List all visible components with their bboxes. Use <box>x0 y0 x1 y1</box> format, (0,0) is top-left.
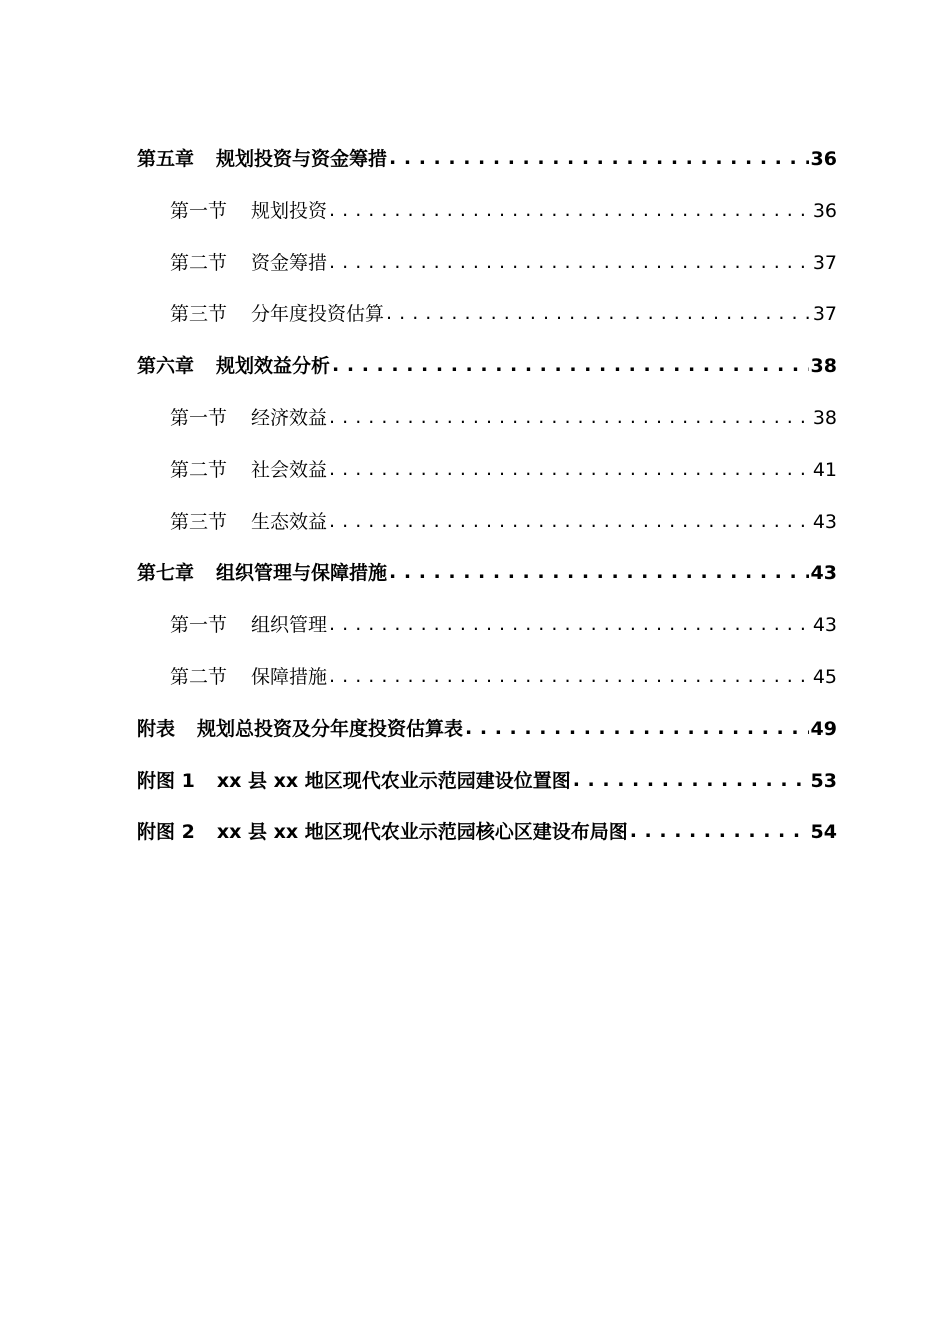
toc-entry-section[interactable] <box>137 393 837 445</box>
toc-entry-chapter-6[interactable] <box>137 341 837 393</box>
toc-dot-leader <box>329 496 811 548</box>
toc-entry-section[interactable] <box>137 652 837 704</box>
toc-entry-section[interactable] <box>137 186 837 238</box>
toc-entry-page: 38 <box>812 406 837 429</box>
toc-dot-leader <box>329 599 811 651</box>
toc-entry-chapter-7[interactable] <box>137 548 837 600</box>
toc-dot-leader <box>329 185 811 237</box>
toc-entry-number: 第七章 <box>137 562 195 585</box>
toc-entry-page: 38 <box>810 355 837 378</box>
toc-entry-title: 规划效益分析 <box>216 355 331 378</box>
toc-entry-title: 保障措施 <box>251 665 328 688</box>
toc-dot-leader <box>329 237 811 289</box>
toc-dot-leader <box>329 392 811 444</box>
toc-entry-section[interactable] <box>137 445 837 497</box>
toc-entry-page: 54 <box>810 821 837 844</box>
toc-entry-number: 第二节 <box>170 665 228 688</box>
toc-entry-page: 37 <box>812 251 837 274</box>
toc-entry-number: 附图 1 <box>137 769 195 792</box>
toc-entry-page: 49 <box>810 717 837 740</box>
toc-entry-title: 社会效益 <box>251 458 328 481</box>
toc-entry-number: 第三节 <box>170 303 228 326</box>
toc-entry-number: 第二节 <box>170 458 228 481</box>
toc-entry-chapter-5[interactable] <box>137 134 837 186</box>
toc-dot-leader <box>630 806 809 858</box>
toc-entry-page: 43 <box>810 562 837 585</box>
toc-entry-section[interactable] <box>137 600 837 652</box>
toc-dot-leader <box>465 703 809 755</box>
toc-dot-leader <box>329 651 811 703</box>
toc-entry-number: 附图 2 <box>137 821 195 844</box>
toc-entry-appendix-table[interactable] <box>137 704 837 756</box>
toc-entry-number: 附表 <box>137 717 176 740</box>
toc-dot-leader <box>389 133 809 185</box>
toc-entry-title: 组织管理与保障措施 <box>216 562 388 585</box>
toc-entry-title: 分年度投资估算 <box>251 303 385 326</box>
toc-entry-page: 41 <box>812 458 837 481</box>
toc-entry-page: 37 <box>812 303 837 326</box>
toc-entry-number: 第一节 <box>170 199 228 222</box>
toc-entry-page: 45 <box>812 665 837 688</box>
toc-entry-number: 第二节 <box>170 251 228 274</box>
toc-entry-title: 生态效益 <box>251 510 328 533</box>
toc-entry-page: 43 <box>812 510 837 533</box>
toc-entry-number: 第五章 <box>137 148 195 170</box>
toc-entry-number: 第一节 <box>170 406 228 429</box>
toc-dot-leader <box>329 444 811 496</box>
toc-entry-page: 53 <box>810 769 837 792</box>
toc-entry-title: 组织管理 <box>251 614 328 637</box>
toc-dot-leader <box>389 547 809 599</box>
toc-entry-page: 36 <box>810 148 837 170</box>
toc-entry-number: 第一节 <box>170 614 228 637</box>
toc-entry-page: 43 <box>812 614 837 637</box>
toc-dot-leader <box>386 288 811 340</box>
toc-entry-number: 第三节 <box>170 510 228 533</box>
toc-entry-appendix-figure-1[interactable] <box>137 756 837 808</box>
toc-entry-title: 资金筹措 <box>251 251 328 274</box>
toc-entry-appendix-figure-2[interactable] <box>137 807 837 859</box>
toc-entry-title: xx 县 xx 地区现代农业示范园建设位置图 <box>216 769 571 792</box>
toc-entry-section[interactable] <box>137 289 837 341</box>
toc-entry-title: xx 县 xx 地区现代农业示范园核心区建设布局图 <box>216 821 628 844</box>
toc-entry-section[interactable] <box>137 238 837 290</box>
toc-entry-title: 规划投资 <box>251 199 328 222</box>
toc-entry-title: 经济效益 <box>251 406 328 429</box>
toc-entry-title: 规划投资与资金筹措 <box>216 148 388 170</box>
toc-dot-leader <box>332 340 809 392</box>
toc-entry-number: 第六章 <box>137 355 195 378</box>
toc-entry-title: 规划总投资及分年度投资估算表 <box>197 717 464 740</box>
toc-entry-page: 36 <box>812 199 837 222</box>
table-of-contents <box>137 134 837 859</box>
toc-dot-leader <box>573 755 809 807</box>
toc-entry-section[interactable] <box>137 497 837 549</box>
